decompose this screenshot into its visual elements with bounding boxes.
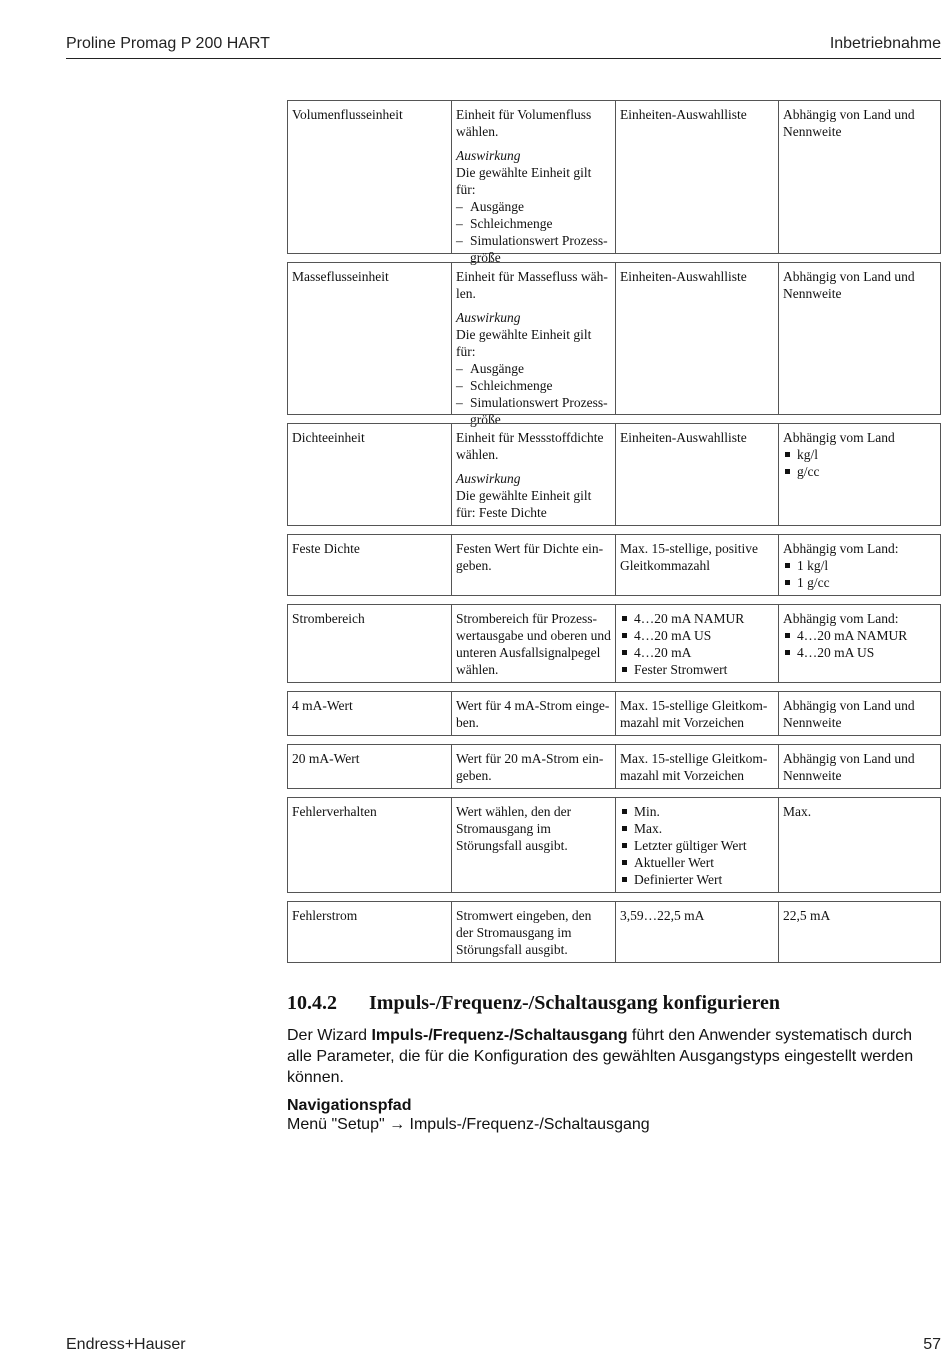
default-list (783, 627, 936, 661)
parameter-description: Stromwert eingeben, den der Stromausgang im Störungsfall ausgibt. (451, 902, 615, 962)
list-item: 4…20 mA US (620, 627, 774, 644)
page-footer (66, 1336, 941, 1358)
parameter-default: 22,5 mA (778, 902, 940, 962)
header-product-title: Proline Promag P 200 HART (66, 35, 270, 52)
parameter-name: Dichteeinheit (292, 430, 365, 445)
list-item: – Simulationswert Prozessgröße (456, 232, 611, 266)
selection-list (620, 610, 774, 678)
table-row (287, 534, 941, 596)
effect-text: Die gewählte Einheit gilt für: (456, 327, 592, 359)
section-title: Impuls-/Frequenz-/Schaltausgang konfigurieren (369, 992, 780, 1014)
parameter-selection: 3,59…22,5 mA (615, 902, 778, 962)
list-item: 4…20 mA NAMUR (620, 610, 774, 627)
page-header (66, 32, 941, 59)
list-item: 4…20 mA (620, 644, 774, 661)
parameter-selection: Max. 15-stellige Gleitkommazahl mit Vorzeichen (615, 745, 778, 788)
parameter-default (778, 424, 940, 525)
section-number: 10.4.2 (287, 992, 337, 1014)
table-row (287, 901, 941, 963)
list-item: – Simulationswert Prozessgröße (456, 394, 611, 428)
effect-text: Die gewählte Einheit gilt für: (456, 165, 592, 197)
effect-title: Auswirkung (456, 471, 521, 486)
list-item: Definierter Wert (620, 871, 774, 888)
parameter-default (778, 535, 940, 595)
table-row (287, 423, 941, 526)
list-item: 1 g/cc (783, 574, 936, 591)
parameter-name: 20 mA-Wert (292, 751, 360, 766)
parameter-description: Strombereich für Prozesswertausgabe und oberen und unteren Ausfallsignalpegel wählen. (451, 605, 615, 682)
description-text: Einheit für Massefluss wählen. (456, 269, 608, 301)
table-row (287, 604, 941, 683)
parameter-description: Wert für 20 mA-Strom eingeben. (451, 745, 615, 788)
parameter-selection: Einheiten-Auswahlliste (615, 101, 778, 253)
default-text: Abhängig vom Land: (783, 541, 899, 556)
navigation-heading: Navigationspfad (287, 1097, 412, 1114)
parameter-description: Festen Wert für Dichte eingeben. (451, 535, 615, 595)
parameter-default: Max. (778, 798, 940, 892)
parameter-description (451, 101, 615, 265)
table-row (287, 262, 941, 427)
parameter-selection: Einheiten-Auswahlliste (615, 424, 778, 525)
footer-company: Endress+Hauser (66, 1336, 186, 1353)
parameter-name: Fehlerstrom (292, 908, 358, 923)
parameter-default: Abhängig von Land und Nennweite (778, 263, 940, 414)
section-heading (287, 992, 941, 1015)
list-item: Min. (620, 803, 774, 820)
list-item: kg/l (783, 446, 936, 463)
wizard-name: Impuls-/Frequenz-/Schaltausgang (371, 1027, 628, 1044)
table-row (287, 744, 941, 789)
default-list (783, 446, 936, 480)
description-text: Einheit für Volumenfluss wählen. (456, 107, 592, 139)
list-item: – Schleichmenge (456, 215, 611, 232)
list-item: Fester Stromwert (620, 661, 774, 678)
intro-text-rest: führt den Anwender systematisch durch alle Parameter, die für die Konfiguration des gewählten Ausgangstyps eingestellt werden können. (287, 1027, 914, 1086)
parameter-name: 4 mA-Wert (292, 698, 353, 713)
list-item: Letzter gültiger Wert (620, 837, 774, 854)
parameter-name: Fehlerverhalten (292, 804, 377, 819)
default-text: Abhängig vom Land: (783, 611, 899, 626)
effect-list (456, 360, 611, 428)
parameter-name: Volumenflusseinheit (292, 107, 403, 122)
list-item: – Ausgänge (456, 360, 611, 377)
list-item: 1 kg/l (783, 557, 936, 574)
header-chapter-title: Inbetriebnahme (829, 35, 941, 52)
parameter-selection (615, 605, 778, 682)
parameter-default: Abhängig von Land und Nennweite (778, 101, 940, 253)
page-number: 57 (923, 1336, 941, 1353)
parameter-description (451, 263, 615, 427)
default-list (783, 557, 936, 591)
navigation-path: Menü "Setup" → Impuls-/Frequenz-/Schaltausgang (287, 1116, 650, 1133)
table-row (287, 100, 941, 265)
list-item: 4…20 mA NAMUR (783, 627, 936, 644)
parameter-default (778, 605, 940, 682)
section-10-4-2 (287, 992, 941, 1134)
parameter-description: Wert für 4 mA-Strom eingeben. (451, 692, 615, 735)
parameter-default: Abhängig von Land und Nennweite (778, 745, 940, 788)
effect-note (456, 309, 611, 428)
effect-note (456, 147, 611, 266)
parameter-name: Feste Dichte (292, 541, 360, 556)
list-item: Aktueller Wert (620, 854, 774, 871)
parameter-description: Wert wählen, den der Stromausgang im Störungsfall ausgibt. (451, 798, 615, 892)
parameter-description (451, 424, 615, 525)
parameter-selection: Einheiten-Auswahlliste (615, 263, 778, 414)
parameter-default: Abhängig von Land und Nennweite (778, 692, 940, 735)
section-intro (287, 1025, 941, 1088)
table-row (287, 797, 941, 893)
parameter-selection (615, 798, 778, 892)
effect-title: Auswirkung (456, 148, 521, 163)
parameter-name: Masseflusseinheit (292, 269, 389, 284)
parameter-selection: Max. 15-stellige Gleitkommazahl mit Vorzeichen (615, 692, 778, 735)
table-row (287, 691, 941, 736)
selection-list (620, 803, 774, 888)
default-text: Abhängig vom Land (783, 430, 895, 445)
list-item: – Ausgänge (456, 198, 611, 215)
list-item: g/cc (783, 463, 936, 480)
effect-note (456, 470, 611, 521)
effect-title: Auswirkung (456, 310, 521, 325)
intro-text: Der Wizard (287, 1027, 372, 1044)
list-item: – Schleichmenge (456, 377, 611, 394)
parameter-selection: Max. 15-stellige, positive Gleitkommazahl (615, 535, 778, 595)
parameter-name: Strombereich (292, 611, 365, 626)
description-text: Einheit für Messstoffdichte wählen. (456, 430, 604, 462)
list-item: Max. (620, 820, 774, 837)
effect-text: Die gewählte Einheit gilt für: Feste Dichte (456, 488, 592, 520)
effect-list (456, 198, 611, 266)
list-item: 4…20 mA US (783, 644, 936, 661)
